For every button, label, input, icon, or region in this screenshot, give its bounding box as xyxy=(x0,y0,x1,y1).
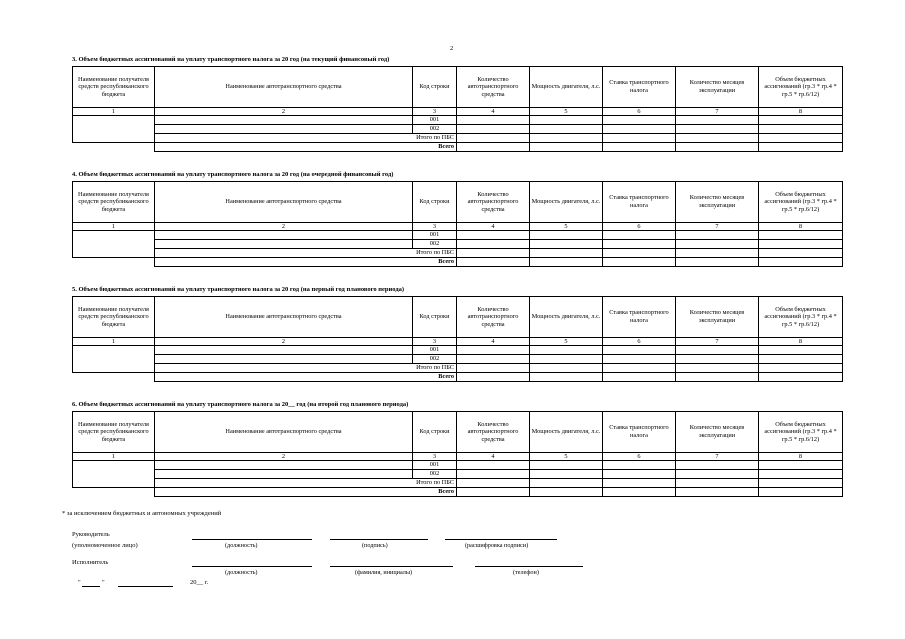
total-row xyxy=(73,373,843,382)
col-number: 6 xyxy=(603,223,676,231)
col-number: 8 xyxy=(759,108,843,116)
value-cell[interactable] xyxy=(530,479,603,488)
exec-name-line[interactable] xyxy=(330,566,453,567)
header-vehicle-count: Количество автотранспортного средства xyxy=(457,412,530,453)
header-months: Количество месяцев эксплуатации xyxy=(676,67,759,108)
col-number: 5 xyxy=(530,108,603,116)
section-3 xyxy=(72,54,842,152)
table-row xyxy=(73,231,843,240)
head-label: Руководитель xyxy=(72,531,110,538)
value-cell[interactable] xyxy=(759,231,843,240)
header-row xyxy=(73,182,843,223)
value-cell[interactable] xyxy=(457,125,530,134)
col-number: 7 xyxy=(676,338,759,346)
value-cell[interactable] xyxy=(457,470,530,479)
col-number: 2 xyxy=(155,223,413,231)
col-number: 7 xyxy=(676,223,759,231)
value-cell[interactable] xyxy=(457,134,530,143)
vehicle-cell[interactable] xyxy=(155,470,413,479)
total-label: Всего xyxy=(155,488,457,497)
col-number: 3 xyxy=(413,453,457,461)
col-number: 8 xyxy=(759,338,843,346)
value-cell[interactable] xyxy=(530,240,603,249)
recipient-cell[interactable] xyxy=(73,231,155,258)
head-caption-signature: (подпись) xyxy=(362,542,388,549)
exec-caption-phone: (телефон) xyxy=(513,569,539,576)
header-vehicle-count: Количество автотранспортного средства xyxy=(457,67,530,108)
header-budget-volume: Объем бюджетных ассигнований (гр.3 * гр.4 * гр.5 * гр.6/12) xyxy=(759,67,843,108)
table-row xyxy=(73,116,843,125)
header-row xyxy=(73,297,843,338)
section-5 xyxy=(72,284,842,382)
total-label: Всего xyxy=(155,258,457,267)
value-cell[interactable] xyxy=(603,461,676,470)
value-cell[interactable] xyxy=(603,364,676,373)
table-row xyxy=(73,364,843,373)
value-cell[interactable] xyxy=(457,488,530,497)
col-number: 4 xyxy=(457,453,530,461)
header-engine-power: Мощность двигателя, л.с. xyxy=(530,67,603,108)
header-months: Количество месяцев эксплуатации xyxy=(676,182,759,223)
col-number: 2 xyxy=(155,338,413,346)
header-row xyxy=(73,67,843,108)
row-code: 002 xyxy=(413,355,457,364)
value-cell[interactable] xyxy=(530,125,603,134)
total-row xyxy=(73,258,843,267)
vehicle-cell[interactable] xyxy=(155,240,413,249)
col-number: 3 xyxy=(413,108,457,116)
table-row xyxy=(73,346,843,355)
value-cell[interactable] xyxy=(530,488,603,497)
value-cell[interactable] xyxy=(676,240,759,249)
subtotal-label: Итого по ПБС xyxy=(155,249,457,258)
head-caption-position: (должность) xyxy=(225,542,258,549)
col-number: 5 xyxy=(530,223,603,231)
col-number: 8 xyxy=(759,223,843,231)
recipient-cell[interactable] xyxy=(73,461,155,488)
section-title: 6. Объем бюджетных ассигнований на уплату транспортного налога за 20__ год (на второй год планового периода) xyxy=(72,401,409,408)
header-engine-power: Мощность двигателя, л.с. xyxy=(530,182,603,223)
value-cell[interactable] xyxy=(676,488,759,497)
header-vehicle-name: Наименование автотранспортного средства xyxy=(155,412,413,453)
value-cell[interactable] xyxy=(457,116,530,125)
exec-caption-position: (должность) xyxy=(225,569,258,576)
col-number: 2 xyxy=(155,453,413,461)
date-year: 20__ г. xyxy=(190,579,209,586)
total-row xyxy=(73,488,843,497)
value-cell[interactable] xyxy=(676,249,759,258)
value-cell[interactable] xyxy=(676,231,759,240)
head-position-line[interactable] xyxy=(192,539,312,540)
col-number: 2 xyxy=(155,108,413,116)
value-cell[interactable] xyxy=(759,240,843,249)
value-cell[interactable] xyxy=(676,470,759,479)
footnote: * за исключением бюджетных и автономных учреждений xyxy=(62,510,222,517)
value-cell[interactable] xyxy=(457,364,530,373)
row-code: 002 xyxy=(413,240,457,249)
blank-cell xyxy=(73,143,155,152)
value-cell[interactable] xyxy=(676,125,759,134)
col-number: 1 xyxy=(73,453,155,461)
column-numbers-row xyxy=(73,453,843,461)
value-cell[interactable] xyxy=(457,258,530,267)
blank-cell xyxy=(73,258,155,267)
header-engine-power: Мощность двигателя, л.с. xyxy=(530,412,603,453)
budget-table xyxy=(72,296,843,382)
value-cell[interactable] xyxy=(530,116,603,125)
value-cell[interactable] xyxy=(530,346,603,355)
value-cell[interactable] xyxy=(676,258,759,267)
value-cell[interactable] xyxy=(457,143,530,152)
recipient-cell[interactable] xyxy=(73,116,155,143)
value-cell[interactable] xyxy=(457,373,530,382)
value-cell[interactable] xyxy=(676,346,759,355)
head-decoding-line[interactable] xyxy=(445,539,557,540)
header-row-code: Код строки xyxy=(413,182,457,223)
value-cell[interactable] xyxy=(759,488,843,497)
section-4 xyxy=(72,169,842,267)
value-cell[interactable] xyxy=(603,258,676,267)
table-row xyxy=(73,125,843,134)
blank-cell xyxy=(73,373,155,382)
executor-label: Исполнитель xyxy=(72,559,109,566)
header-vehicle-name: Наименование автотранспортного средства xyxy=(155,297,413,338)
col-number: 4 xyxy=(457,108,530,116)
value-cell[interactable] xyxy=(603,249,676,258)
header-months: Количество месяцев эксплуатации xyxy=(676,412,759,453)
value-cell[interactable] xyxy=(759,258,843,267)
value-cell[interactable] xyxy=(676,373,759,382)
value-cell[interactable] xyxy=(759,134,843,143)
row-code: 001 xyxy=(413,116,457,125)
col-number: 4 xyxy=(457,223,530,231)
value-cell[interactable] xyxy=(676,116,759,125)
value-cell[interactable] xyxy=(530,373,603,382)
subtotal-label: Итого по ПБС xyxy=(155,364,457,373)
row-code: 002 xyxy=(413,470,457,479)
section-title: 3. Объем бюджетных ассигнований на уплату транспортного налога за 20 год (на текущий финансовый год) xyxy=(72,56,390,63)
section-6 xyxy=(72,399,842,497)
table-row xyxy=(73,240,843,249)
column-numbers-row xyxy=(73,223,843,231)
budget-table xyxy=(72,411,843,497)
col-number: 1 xyxy=(73,223,155,231)
header-tax-rate: Ставка транспортного налога xyxy=(603,412,676,453)
table-row xyxy=(73,461,843,470)
header-tax-rate: Ставка транспортного налога xyxy=(603,182,676,223)
header-engine-power: Мощность двигателя, л.с. xyxy=(530,297,603,338)
col-number: 3 xyxy=(413,338,457,346)
value-cell[interactable] xyxy=(676,143,759,152)
table-row xyxy=(73,249,843,258)
header-budget-volume: Объем бюджетных ассигнований (гр.3 * гр.4 * гр.5 * гр.6/12) xyxy=(759,182,843,223)
date-day-line[interactable] xyxy=(82,586,100,587)
value-cell[interactable] xyxy=(603,231,676,240)
header-months: Количество месяцев эксплуатации xyxy=(676,297,759,338)
col-number: 4 xyxy=(457,338,530,346)
section-title: 4. Объем бюджетных ассигнований на уплату транспортного налога за 20 год (на очередной финансовый год) xyxy=(72,171,394,178)
total-label: Всего xyxy=(155,143,457,152)
table-row xyxy=(73,479,843,488)
date-month-line[interactable] xyxy=(118,586,173,587)
value-cell[interactable] xyxy=(676,479,759,488)
vehicle-cell[interactable] xyxy=(155,461,413,470)
recipient-cell[interactable] xyxy=(73,346,155,373)
vehicle-cell[interactable] xyxy=(155,125,413,134)
budget-table xyxy=(72,181,843,267)
head-sub-label: (уполномоченное лицо) xyxy=(72,542,138,549)
col-number: 5 xyxy=(530,453,603,461)
date-quote-open: " xyxy=(78,579,81,586)
value-cell[interactable] xyxy=(759,364,843,373)
value-cell[interactable] xyxy=(676,364,759,373)
value-cell[interactable] xyxy=(530,134,603,143)
subtotal-label: Итого по ПБС xyxy=(155,134,457,143)
value-cell[interactable] xyxy=(457,479,530,488)
row-code: 001 xyxy=(413,231,457,240)
value-cell[interactable] xyxy=(457,355,530,364)
table-row xyxy=(73,355,843,364)
value-cell[interactable] xyxy=(603,346,676,355)
exec-position-line[interactable] xyxy=(192,566,312,567)
header-recipient: Наименование получателя средств республиканского бюджета xyxy=(73,297,155,338)
col-number: 1 xyxy=(73,108,155,116)
value-cell[interactable] xyxy=(530,249,603,258)
header-row-code: Код строки xyxy=(413,297,457,338)
value-cell[interactable] xyxy=(530,231,603,240)
blank-cell xyxy=(73,488,155,497)
header-vehicle-name: Наименование автотранспортного средства xyxy=(155,67,413,108)
value-cell[interactable] xyxy=(603,470,676,479)
value-cell[interactable] xyxy=(759,373,843,382)
vehicle-cell[interactable] xyxy=(155,346,413,355)
header-row xyxy=(73,412,843,453)
value-cell[interactable] xyxy=(603,240,676,249)
value-cell[interactable] xyxy=(603,134,676,143)
value-cell[interactable] xyxy=(759,479,843,488)
value-cell[interactable] xyxy=(676,134,759,143)
value-cell[interactable] xyxy=(603,143,676,152)
value-cell[interactable] xyxy=(530,364,603,373)
value-cell[interactable] xyxy=(457,461,530,470)
col-number: 5 xyxy=(530,338,603,346)
head-signature-line[interactable] xyxy=(330,539,428,540)
subtotal-label: Итого по ПБС xyxy=(155,479,457,488)
row-code: 002 xyxy=(413,125,457,134)
row-code: 001 xyxy=(413,461,457,470)
vehicle-cell[interactable] xyxy=(155,355,413,364)
value-cell[interactable] xyxy=(759,116,843,125)
value-cell[interactable] xyxy=(457,346,530,355)
value-cell[interactable] xyxy=(676,355,759,364)
header-vehicle-count: Количество автотранспортного средства xyxy=(457,182,530,223)
col-number: 6 xyxy=(603,108,676,116)
value-cell[interactable] xyxy=(759,470,843,479)
value-cell[interactable] xyxy=(759,461,843,470)
column-numbers-row xyxy=(73,108,843,116)
header-recipient: Наименование получателя средств республиканского бюджета xyxy=(73,67,155,108)
col-number: 7 xyxy=(676,453,759,461)
total-row xyxy=(73,143,843,152)
column-numbers-row xyxy=(73,338,843,346)
budget-table xyxy=(72,66,843,152)
header-budget-volume: Объем бюджетных ассигнований (гр.3 * гр.4 * гр.5 * гр.6/12) xyxy=(759,297,843,338)
col-number: 6 xyxy=(603,338,676,346)
value-cell[interactable] xyxy=(457,240,530,249)
value-cell[interactable] xyxy=(603,488,676,497)
exec-caption-name: (фамилия, инициалы) xyxy=(355,569,413,576)
header-row-code: Код строки xyxy=(413,67,457,108)
value-cell[interactable] xyxy=(759,346,843,355)
value-cell[interactable] xyxy=(603,373,676,382)
exec-phone-line[interactable] xyxy=(475,566,583,567)
row-code: 001 xyxy=(413,346,457,355)
col-number: 3 xyxy=(413,223,457,231)
table-row xyxy=(73,470,843,479)
vehicle-cell[interactable] xyxy=(155,231,413,240)
value-cell[interactable] xyxy=(676,461,759,470)
header-vehicle-count: Количество автотранспортного средства xyxy=(457,297,530,338)
value-cell[interactable] xyxy=(603,116,676,125)
vehicle-cell[interactable] xyxy=(155,116,413,125)
col-number: 7 xyxy=(676,108,759,116)
value-cell[interactable] xyxy=(759,143,843,152)
value-cell[interactable] xyxy=(603,125,676,134)
header-recipient: Наименование получателя средств республиканского бюджета xyxy=(73,182,155,223)
date-quote-close: " xyxy=(102,579,105,586)
value-cell[interactable] xyxy=(759,355,843,364)
page-number: 2 xyxy=(450,45,454,52)
header-budget-volume: Объем бюджетных ассигнований (гр.3 * гр.4 * гр.5 * гр.6/12) xyxy=(759,412,843,453)
col-number: 6 xyxy=(603,453,676,461)
header-vehicle-name: Наименование автотранспортного средства xyxy=(155,182,413,223)
value-cell[interactable] xyxy=(457,231,530,240)
value-cell[interactable] xyxy=(759,249,843,258)
head-caption-decoding: (расшифровка подписи) xyxy=(465,542,529,549)
value-cell[interactable] xyxy=(603,479,676,488)
value-cell[interactable] xyxy=(530,470,603,479)
value-cell[interactable] xyxy=(530,461,603,470)
value-cell[interactable] xyxy=(759,125,843,134)
total-label: Всего xyxy=(155,373,457,382)
table-row xyxy=(73,134,843,143)
header-recipient: Наименование получателя средств республиканского бюджета xyxy=(73,412,155,453)
col-number: 1 xyxy=(73,338,155,346)
value-cell[interactable] xyxy=(530,258,603,267)
col-number: 8 xyxy=(759,453,843,461)
section-title: 5. Объем бюджетных ассигнований на уплату транспортного налога за 20 год (на первый год планового периода) xyxy=(72,286,405,293)
header-tax-rate: Ставка транспортного налога xyxy=(603,297,676,338)
value-cell[interactable] xyxy=(603,355,676,364)
value-cell[interactable] xyxy=(530,143,603,152)
value-cell[interactable] xyxy=(457,249,530,258)
header-tax-rate: Ставка транспортного налога xyxy=(603,67,676,108)
header-row-code: Код строки xyxy=(413,412,457,453)
value-cell[interactable] xyxy=(530,355,603,364)
